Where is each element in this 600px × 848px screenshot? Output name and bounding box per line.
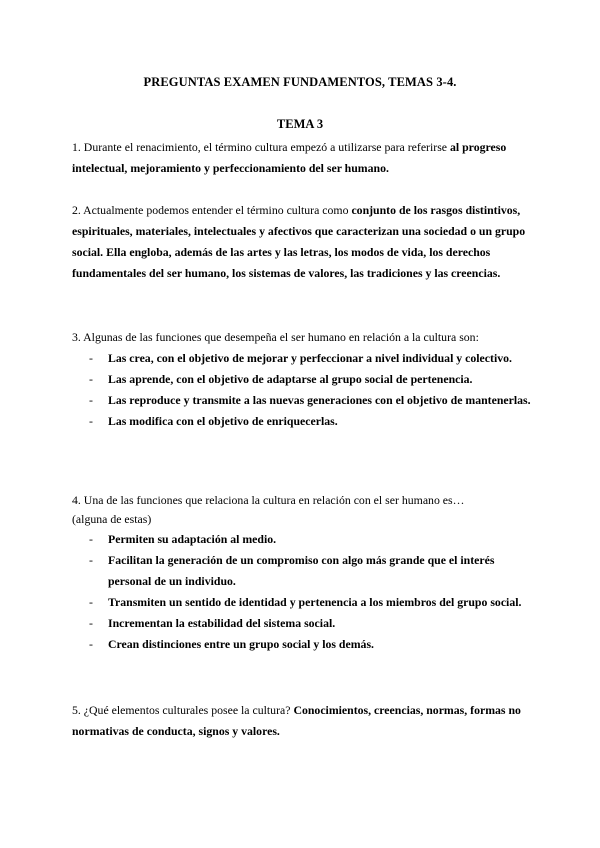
- list-item: [72, 411, 532, 432]
- question-2-text: 2. Actualmente podemos entender el término cultura como: [72, 203, 352, 217]
- list-item: [72, 550, 532, 592]
- question-3-answer-list: [72, 348, 532, 432]
- list-item-text: Crean distinciones entre un grupo social y los demás.: [108, 637, 374, 651]
- list-item: [72, 390, 532, 411]
- question-1: [72, 137, 532, 179]
- question-4-text: 4. Una de las funciones que relaciona la cultura en relación con el ser humano es…: [72, 493, 465, 507]
- question-1-answer: al progreso intelectual, mejoramiento y perfeccionamiento del ser humano.: [72, 140, 507, 175]
- question-5: [72, 700, 532, 742]
- list-item-text: Permiten su adaptación al medio.: [108, 532, 277, 546]
- question-2: [72, 200, 532, 284]
- list-item-text: Las modifica con el objetivo de enriquecerlas.: [108, 414, 338, 428]
- question-4-note: (alguna de estas): [72, 512, 152, 526]
- question-4: [72, 491, 532, 655]
- list-item-text: Las crea, con el objetivo de mejorar y perfeccionar a nivel individual y colectivo.: [108, 351, 512, 365]
- bullet-marker: -: [89, 372, 93, 386]
- bullet-marker: -: [89, 351, 93, 365]
- bullet-marker: -: [89, 616, 93, 630]
- question-4-answer-list: [72, 529, 532, 655]
- bullet-marker: -: [89, 393, 93, 407]
- bullet-marker: -: [89, 595, 93, 609]
- question-1-text: 1. Durante el renacimiento, el término cultura empezó a utilizarse para referirse: [72, 140, 450, 154]
- question-2-answer: conjunto de los rasgos distintivos, espirituales, materiales, intelectuales y afectivos que caracterizan una sociedad o un grupo social. Ella engloba, además de las artes y las letras, los modos de vida, los derechos fundamentales del ser humano, los sistemas de valores, las tradiciones y las creencias.: [72, 203, 526, 280]
- list-item-text: Las aprende, con el objetivo de adaptarse al grupo social de pertenencia.: [108, 372, 473, 386]
- list-item: [72, 348, 532, 369]
- question-5-text: 5. ¿Qué elementos culturales posee la cultura?: [72, 703, 294, 717]
- list-item: [72, 529, 532, 550]
- list-item-text: Facilitan la generación de un compromiso con algo más grande que el interés personal de un individuo.: [108, 553, 495, 588]
- list-item: [72, 369, 532, 390]
- bullet-marker: -: [89, 637, 93, 651]
- list-item-text: Incrementan la estabilidad del sistema social.: [108, 616, 336, 630]
- question-3-text: 3. Algunas de las funciones que desempeña el ser humano en relación a la cultura son:: [72, 330, 479, 344]
- list-item: [72, 613, 532, 634]
- section-heading: TEMA 3: [276, 117, 324, 131]
- bullet-marker: -: [89, 532, 93, 546]
- list-item: [72, 634, 532, 655]
- list-item-text: Las reproduce y transmite a las nuevas generaciones con el objetivo de mantenerlas.: [108, 393, 531, 407]
- document-title: PREGUNTAS EXAMEN FUNDAMENTOS, TEMAS 3-4.: [143, 75, 457, 89]
- bullet-marker: -: [89, 553, 93, 567]
- question-3: [72, 327, 532, 432]
- list-item: [72, 592, 532, 613]
- question-5-answer: Conocimientos, creencias, normas, formas no normativas de conducta, signos y valores.: [72, 703, 521, 738]
- bullet-marker: -: [89, 414, 93, 428]
- list-item-text: Transmiten un sentido de identidad y pertenencia a los miembros del grupo social.: [108, 595, 522, 609]
